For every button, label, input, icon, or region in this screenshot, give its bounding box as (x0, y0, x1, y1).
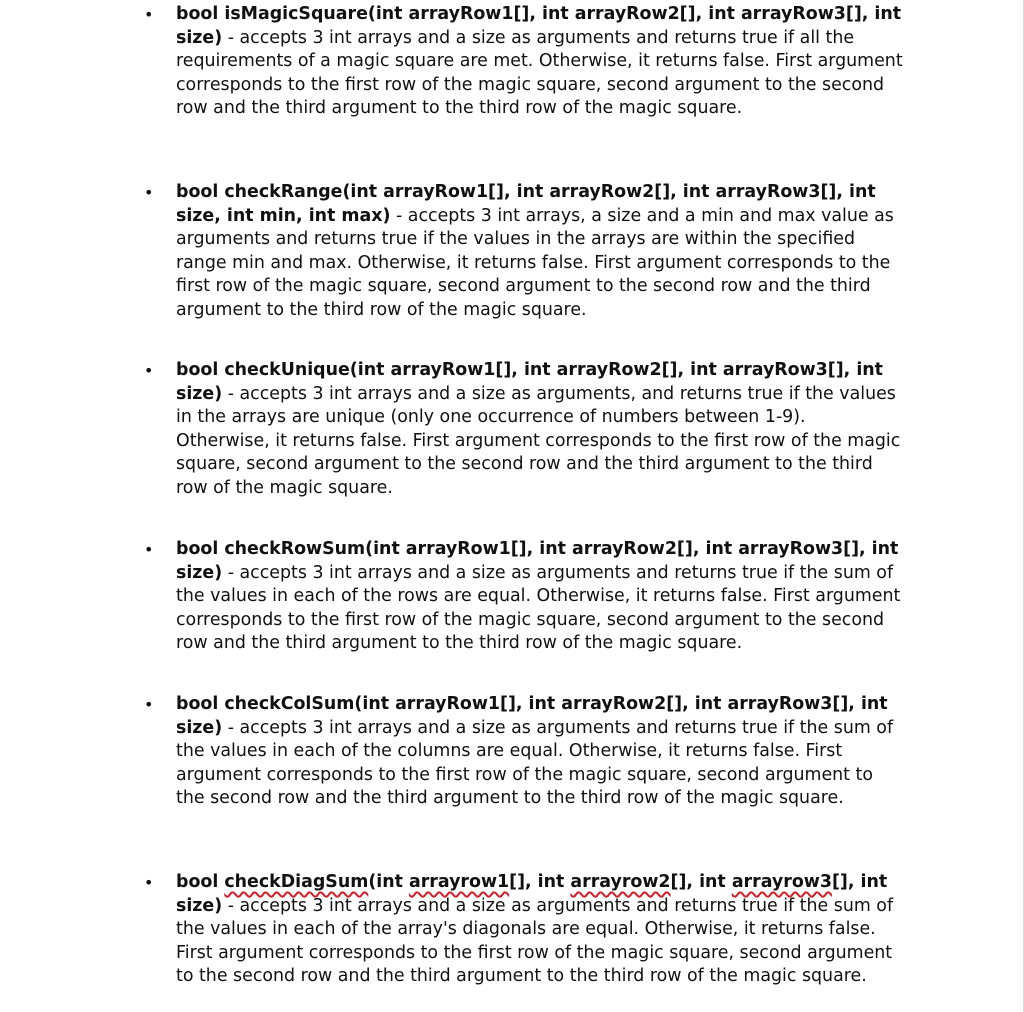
spellcheck-underlined-word: checkDiagSum (224, 872, 369, 892)
spellcheck-underlined-word: arrayrow1 (409, 872, 510, 892)
bullet-icon: • (144, 183, 154, 202)
function-signature: bool checkUnique(int arrayRow1[], int arrayRow2[], int arrayRow3[], int size) (176, 360, 883, 404)
bullet-icon: • (144, 5, 154, 24)
function-description: - accepts 3 int arrays and a size as arguments and returns true if the sum of the values in each of the columns are equal. Otherwise, it returns false. First argument corresponds to the first row of the magic square, second argument to the second row and the third argument to the third row of the magic square. (176, 717, 894, 809)
list-item-check-diag-sum (144, 871, 904, 989)
spellcheck-underlined-word: arrayrow2 (570, 872, 671, 892)
function-signature: bool checkColSum(int arrayRow1[], int arrayRow2[], int arrayRow3[], int size) (176, 694, 888, 738)
list-item-check-unique (144, 359, 904, 501)
spellcheck-underlined-word: arrayrow3 (731, 872, 832, 892)
function-description: - accepts 3 int arrays and a size as arguments and returns true if the sum of the values in each of the rows are equal. Otherwise, it returns false. First argument corresponds to the first row of the magic square, second argument to the second row and the third argument to the third row of the magic square. (176, 562, 901, 654)
function-description: - accepts 3 int arrays and a size as arguments and returns true if all the requirements of a magic square are met. Otherwise, it returns false. First argument corresponds to the first row of the magic square, second argument to the second row and the third argument to the third row of the magic square. (176, 27, 903, 119)
function-description: - accepts 3 int arrays and a size as arguments and returns true if the sum of the values in each of the array's diagonals are equal. Otherwise, it returns false. First argument corresponds to the first row of the magic square, second argument to the second row and the third argument to the third row of the magic square. (176, 895, 894, 987)
function-signature: bool isMagicSquare(int arrayRow1[], int arrayRow2[], int arrayRow3[], int size) (176, 4, 902, 48)
bullet-icon: • (144, 540, 154, 559)
bullet-icon: • (144, 873, 154, 892)
list-item-check-row-sum (144, 538, 904, 656)
bullet-icon: • (144, 361, 154, 380)
function-signature: bool checkRowSum(int arrayRow1[], int arrayRow2[], int arrayRow3[], int size) (176, 539, 899, 583)
function-signature: bool checkDiagSum(int arrayrow1[], int arrayrow2[], int arrayrow3[], int size) (176, 872, 888, 916)
function-signature: bool checkRange(int arrayRow1[], int arrayRow2[], int arrayRow3[], int size, int min, int max) (176, 182, 876, 226)
bullet-icon: • (144, 695, 154, 714)
function-description: - accepts 3 int arrays and a size as arguments, and returns true if the values in the arrays are unique (only one occurrence of numbers between 1-9). Otherwise, it returns false. First argument corresponds to the first row of the magic square, second argument to the second row and the third argument to the third row of the magic square. (176, 383, 901, 498)
list-item-check-col-sum (144, 693, 904, 811)
function-description: - accepts 3 int arrays, a size and a min and max value as arguments and returns true if the values in the arrays are within the specified range min and max. Otherwise, it returns false. First argument corresponds to the first row of the magic square, second argument to the second row and the third argument to the third row of the magic square. (176, 205, 894, 320)
list-item-check-range (144, 181, 904, 323)
list-item-is-magic-square (144, 3, 904, 121)
